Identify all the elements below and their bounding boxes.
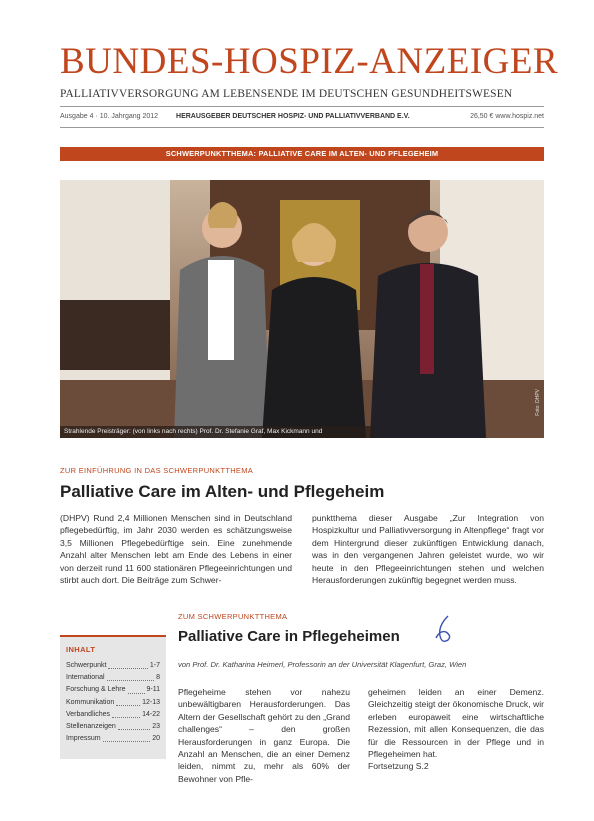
article1-kicker: ZUR EINFÜHRUNG IN DAS SCHWERPUNKTTHEMA (60, 466, 254, 475)
masthead-title: BUNDES-HOSPIZ-ANZEIGER (60, 41, 559, 82)
toc-item-label: Verbandliches (66, 710, 110, 718)
masthead-subtitle: PALLIATIVVERSORGUNG AM LEBENSENDE IM DEUTSCHEN GESUNDHEITSWESEN (60, 88, 513, 100)
toc-item-page: 1-7 (149, 662, 160, 669)
toc-item-page: 14-22 (142, 710, 160, 718)
toc-item-label: Forschung & Lehre (66, 686, 126, 694)
photo-caption: Strahlende Preisträger: (von links nach rechts) Prof. Dr. Stefanie Graf, Max Kickmann und (60, 426, 374, 438)
article1-headline: Palliative Care im Alten- und Pflegeheim (60, 482, 385, 501)
article2-kicker: ZUM SCHWERPUNKTTHEMA (178, 612, 288, 621)
toc-item-page: 20 (152, 735, 160, 743)
article2-col1: Pflegeheime stehen vor nahezu unbewältigbaren Herausforderungen. Das Altern der Gesellschaft gehört zu den „Grand challenges“ – den großen Herausforderungen in ganz Europa. Die Anzahl an Menschen, die an einer Demenz leiden, nimmt zu, mehr als 60% der Bewohner von Pfle- (178, 687, 350, 784)
toc-item (66, 660, 160, 672)
toc-item (66, 697, 160, 709)
toc-title: INHALT (66, 645, 96, 654)
toc-item-page: 12-13 (142, 698, 160, 706)
toc-item-label: International (66, 674, 105, 682)
handwritten-mark-icon (432, 614, 456, 646)
article2-continued: Fortsetzung S.2 (368, 761, 429, 772)
photo-credit: Foto: DHPV (535, 389, 541, 416)
toc-item (66, 709, 160, 721)
publisher: HERAUSGEBER DEUTSCHER HOSPIZ- UND PALLIATIVVERBAND E.V. (176, 113, 410, 120)
article2-col2-wrap (368, 686, 544, 773)
toc-item-page: 9-11 (146, 686, 160, 694)
cover-photo (60, 180, 544, 438)
toc-item (66, 733, 160, 745)
issue-line (60, 113, 544, 120)
toc-item-page: 8 (156, 674, 160, 682)
article2-byline: von Prof. Dr. Katharina Heimerl, Professorin an der Universität Klagenfurt, Graz, Wien (178, 660, 467, 669)
issue-number: Ausgabe 4 · 10. Jahrgang 2012 (60, 113, 159, 120)
topic-banner: SCHWERPUNKTTHEMA: PALLIATIVE CARE IM ALTEN- UND PFLEGEHEIM (60, 147, 544, 161)
article2-col2: geheimen leiden an einer Demenz. Gleichzeitig steigt der ökonomische Druck, wir erleben europaweit eine wirtschaftliche Rezession, mit allen Konsequenzen, die das für die Ressourcen in der Pflege und in Pflegeheimen hat. (368, 687, 544, 760)
toc-item-label: Stellenanzeigen (66, 723, 116, 731)
masthead-rule-top (60, 106, 544, 107)
toc-item (66, 672, 160, 684)
cover-photo-illustration (60, 180, 544, 438)
masthead-rule-bottom (60, 127, 544, 128)
article1-col1: (DHPV) Rund 2,4 Millionen Menschen sind in Deutschland pflegebedürftig, im Jahr 2030 werden es schätzungsweise 3,5 Millionen Pflegebedürftige sein. Eine zunehmende Anzahl alter Menschen lebt am Ende des Lebens in einer von derzeit rund 11 600 stationären Pflegeeinrichtungen und stirbt auch dort. Die Beiträge zum Schwer- (60, 513, 292, 586)
toc-item (66, 684, 160, 696)
price-website: 26,50 € www.hospiz.net (470, 113, 544, 120)
toc-item-label: Schwerpunkt (66, 662, 107, 669)
table-of-contents (60, 635, 166, 759)
toc-item-label: Kommunikation (66, 698, 115, 706)
toc-item-label: Impressum (66, 735, 101, 743)
article2-headline: Palliative Care in Pflegeheimen (178, 628, 400, 645)
toc-item (66, 721, 160, 733)
toc-item-page: 23 (152, 723, 160, 731)
article1-col2: punktthema dieser Ausgabe „Zur Integration von Hospizkultur und Palliativversorgung in Altenpflege“ fragt vor dem Hintergrund dieser zukünftigen Entwicklung danach, was in den vergangenen Jahren geleistet wurde, wo wir heute in den Pflegeeinrichtungen stehen und welchen Herausforderungen zukünftig begegnet werden muss. (312, 513, 544, 586)
